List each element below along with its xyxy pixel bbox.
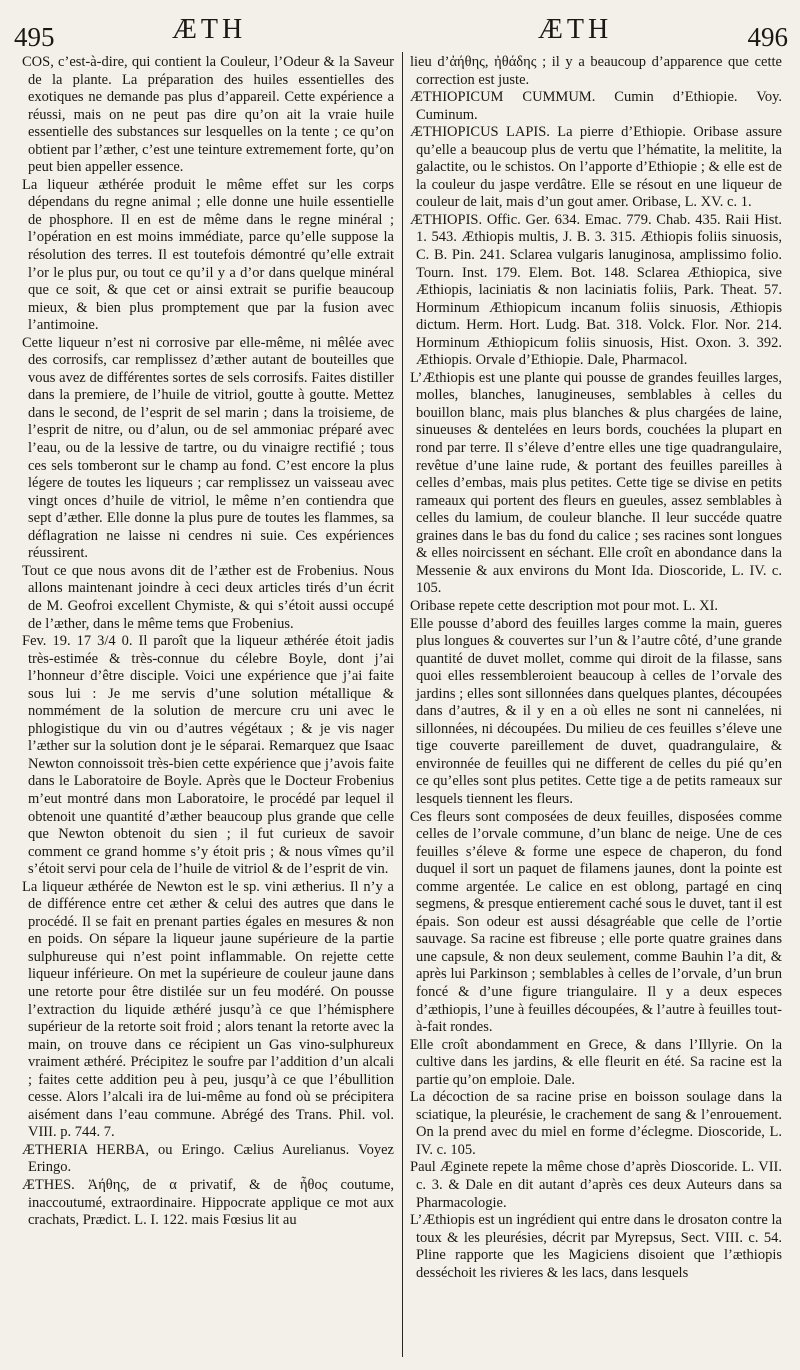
paragraph: L’Æthiopis est une plante qui pousse de grandes feuilles larges, molles, blanches, lanugineuses, semblables à celles du bouillon blanc, mais plus blanches & plus chargées de laine, sinueuses & dentelées en leurs bords, couchées la plupart en rond par terre. Il s’éleve d’entre elles une tige quadrangulaire, revêtue d’une laine rude, & portant des feuilles pareilles à celles d’embas, mais plus petites. Cette tige se divise en petits rameaux qui portent des fleurs en gueules, assez semblables à celles du lamium, de couleur blanche. Il leur succéde quatre graines dans le bas du fond du calice ; ses racines sont longues & elles noircissent en séchant. Elle croît en abondance dans la Messenie & aux environs du Mont Ida. Dioscoride, L. IV. c. 105. xyxy=(410,369,782,597)
paragraph: La décoction de sa racine prise en boisson soulage dans la sciatique, la pleurésie, le crachement de sang & l’enrouement. On la prend avec du miel en forme d’éclegme. Dioscoride, L. IV. c. 105. xyxy=(410,1089,782,1158)
entry-aethiopicus-lapis: ÆTHIOPICUS LAPIS. La pierre d’Ethiopie. Oribase assure qu’elle a beaucoup plus de vertu que l’hématite, la melitite, la galactite, ou le schistos. On l’apporte d’Ethiopie ; & elle est de la couleur du jaspe verdâtre. Elle se résout en une liqueur de couleur de lait, mais d’un gout amer. Oribase, L. XV. c. 1. xyxy=(410,124,782,211)
entry-aethiopicum-cummum: ÆTHIOPICUM CUMMUM. Cumin d’Ethiopie. Voy. Cuminum. xyxy=(410,89,782,123)
right-page-number: 496 xyxy=(747,22,788,52)
paragraph: La liqueur æthérée produit le même effet sur les corps dépendans du regne animal ; elle donne une huile essentielle de phosphore. Il en est de même dans le regne minéral ; l’opération en est moins immédiate, parce qu’elle suppose la résolution des terres. Il est toutefois démontré qu’elle extrait l’or le plus pur, ou tout ce qu’il y a d’or dans quelque minéral que ce soit, & que cet or ainsi extrait se purifie beaucoup mieux, & bien plus promptement que par la fusion avec l’antimoine. xyxy=(22,176,394,334)
left-column xyxy=(22,54,394,1230)
paragraph: Elle pousse d’abord des feuilles larges comme la main, gueres plus longues & couvertes sur l’un & l’autre côté, d’une grande quantité de duvet mollet, comme qui diroit de la filasse, sans quoi elles ressembleroient beaucoup à celles de l’orvale des jardins ; elles sont sillonnées dans quelques plantes, découpées dans d’autres, & il y en a où elles ne sont ni cannelées, ni sillonnées, ni découpées. Du milieu de ces feuilles s’éleve une tige couverte pareillement de duvet, quadrangulaire, & environnée de feuilles qui ne different de celles du pié qu’en ce qu’elles sont plus petites. Cette tige a de petits rameaux sur lesquels tiennent les fleurs. xyxy=(410,615,782,807)
left-page-number: 495 xyxy=(14,22,55,52)
right-running-head: ÆTH xyxy=(538,14,613,45)
paragraph: Ces fleurs sont composées de deux feuilles, disposées comme celles de l’orvale commune, d’un blanc de neige. Une de ces feuilles s’éleve & forme une espece de chaperon, du fond duquel il sort un paquet de filamens jaunes, dont la pointe est comme argentée. Le calice en est oblong, partagé en cinq segmens, & presque entierement caché sous le duvet, tant il est épais. Son odeur est aussi désagréable que celle de l’ortie sauvage. Sa racine est fibreuse ; elle porte quatre graines dans une capsule, & non deux seulement, comme Bauhin l’a dit, & après lui Parkinson ; semblables à celles de l’orvale, d’un brun foncé & d’une figure triangulaire. Il y a deux especes d’æthiopis, l’une à feuilles découpées, & l’autre à feuilles tout-à-fait rondes. xyxy=(410,808,783,1036)
entry-aetheria-herba: ÆTHERIA HERBA, ou Eringo. Cælius Aurelianus. Voyez Eringo. xyxy=(22,1141,394,1176)
right-column xyxy=(410,54,782,1282)
paragraph: Tout ce que nous avons dit de l’æther est de Frobenius. Nous allons maintenant joindre à ceci deux articles tirés d’un écrit de M. Geofroi excellent Chymiste, & qui s’étoit aussi occupé de l’æther, dans le même tems que Frobenius. xyxy=(22,562,394,632)
entry-aethiopis: ÆTHIOPIS. Offic. Ger. 634. Emac. 779. Chab. 435. Raii Hist. 1. 543. Æthiopis multis, J. B. 3. 315. Æthiopis foliis sinuosis, C. B. Pin. 241. Sclarea vulgaris lanuginosa, amplissimo folio. Tourn. Inst. 179. Elem. Bot. 148. Sclarea Æthiopica, sive Æthiopis, laciniatis & non laciniatis foliis, Park. Theat. 57. Horminum Æthiopicum incanum foliis sinuosis, Æthiopis dictum. Herm. Hort. Ludg. Bat. 318. Volck. Flor. Nor. 214. Horminum Æthiopicum foliis sinuosis, Hist. Oxon. 3. 392. Æthiopis. Orvale d’Ethiopie. Dale, Pharmacol. xyxy=(410,211,782,369)
left-running-head: ÆTH xyxy=(172,14,247,45)
paragraph: Elle croît abondamment en Grece, & dans l’Illyrie. On la cultive dans les jardins, & elle fleurit en été. Sa racine est la partie qu’on emploie. Dale. xyxy=(410,1036,782,1088)
paragraph: Paul Æginete repete la même chose d’après Dioscoride. L. VII. c. 3. & Dale en dit autant d’après ces deux Auteurs dans sa Pharmacologie. xyxy=(410,1159,782,1211)
entry-aethes: ÆTHES. Ἀήθης, de α privatif, & de ἦθος coutume, inaccoutumé, extraordinaire. Hippocrate applique ce mot aux crachats, Prædict. L. I. 122. mais Fœsius lit au xyxy=(22,1177,394,1229)
paragraph: lieu d’ἀήθης, ἠθάδης ; il y a beaucoup d’apparence que cette correction est juste. xyxy=(410,54,782,88)
page-header xyxy=(0,8,800,58)
paragraph: Fev. 19. 17 3/4 0. Il paroît que la liqueur æthérée étoit jadis très-estimée & très-connue du célebre Boyle, dont j’ai l’honneur d’être disciple. Voici une expérience que j’ai faite sous lui : Je me servis d’une solution métallique & nommément de la solution de mercure cru uni avec le phlogistique du vin ou d’autres végétaux ; & je vis nager l’æther sur la solution dont je le séparai. Remarquez que Isaac Newton connoissoit très-bien cette expérience que j’avois faite dans le Laboratoire de Boyle. Après que le Docteur Frobenius m’eut montré dans mon Laboratoire, le procédé par lequel il obtenoit une quantité d’æther beaucoup plus grande que celle que Newton obtenoit du sien ; il fut curieux de savoir comment ce grand homme s’y étoit pris ; & nous vîmes qu’il s’étoit servi pour cela de l’huile de vitriol & de l’esprit de vin. xyxy=(22,633,394,878)
paragraph: Cette liqueur n’est ni corrosive par elle-même, ni mêlée avec des corrosifs, car remplissez d’æther autant de bouteilles que vous avez de différentes sortes de sels corrosifs. Faites distiller dans la premiere, de l’huile de vitriol, goutte à goutte. Mettez dans le second, de l’esprit de sel marin ; dans la troisieme, de l’esprit de nitre, ou d’alun, ou de sel ammoniac préparé avec l’eau, ou de la lessive de tartre, ou du vinaigre rectifié ; tous ces sels tomberont sur le champ au fond. C’est encore la plus légere de toutes les liqueurs ; car remplissez un vaisseau avec vingt onces d’huile de vitriol, le même n’en contiendra que sept d’æther. Elle donne la plus pure de toutes les flammes, sa déflagration ne laisse ni cendres ni suie. Ces expériences réussirent. xyxy=(22,334,394,562)
column-rule xyxy=(402,52,403,1357)
paragraph: La liqueur æthérée de Newton est le sp. vini ætherius. Il n’y a de différence entre cet æther & celui des autres que dans le procédé. Il se fait en prenant parties égales en mesures & non en poids. On sépare la liqueur jaune supérieure de la partie sulphureuse qui n’est point inflammable. On rejette cette liqueur inférieure. On met la supérieure de couleur jaune dans une retorte pour être distilée sur un feu modéré. On pousse l’extraction du liquide æthéré jusqu’à ce que l’hémisphere supérieur de la retorte soit froid ; alors tenant la retorte avec la main, on trouve dans ce récipient un Gas vino-sulphureux vraiment æthéré. Précipitez le soufre par l’addition d’un alcali ; faites cette addition peu à peu, jusqu’à ce que l’ébullition cesse. Alors l’alcali ira de lui-même au fond où se précipitera aisément dans l’eau commune. Abrégé des Trans. Phil. vol. VIII. p. 744. 7. xyxy=(22,878,394,1141)
paragraph: COS, c’est-à-dire, qui contient la Couleur, l’Odeur & la Saveur de la plante. La préparation des huiles essentielles des exotiques ne demande pas plus d’appareil. Cette expérience a réussi, mais on ne peut pas dire qu’on ait la vraie huile essentielle des substances sur lesquelles on la tente ; ce qu’on obtient par l’æther, c’est une teinture extremement forte, qu’on peut bien appeller essence. xyxy=(22,54,394,176)
paragraph: L’Æthiopis est un ingrédient qui entre dans le drosaton contre la toux & les pleurésies, décrit par Myrepsus, Sect. VIII. c. 54. Pline rapporte que les Magiciens disoient que l’æthiopis desséchoit les rivieres & les lacs, dans lesquels xyxy=(410,1212,782,1281)
paragraph: Oribase repete cette description mot pour mot. L. XI. xyxy=(410,597,719,614)
